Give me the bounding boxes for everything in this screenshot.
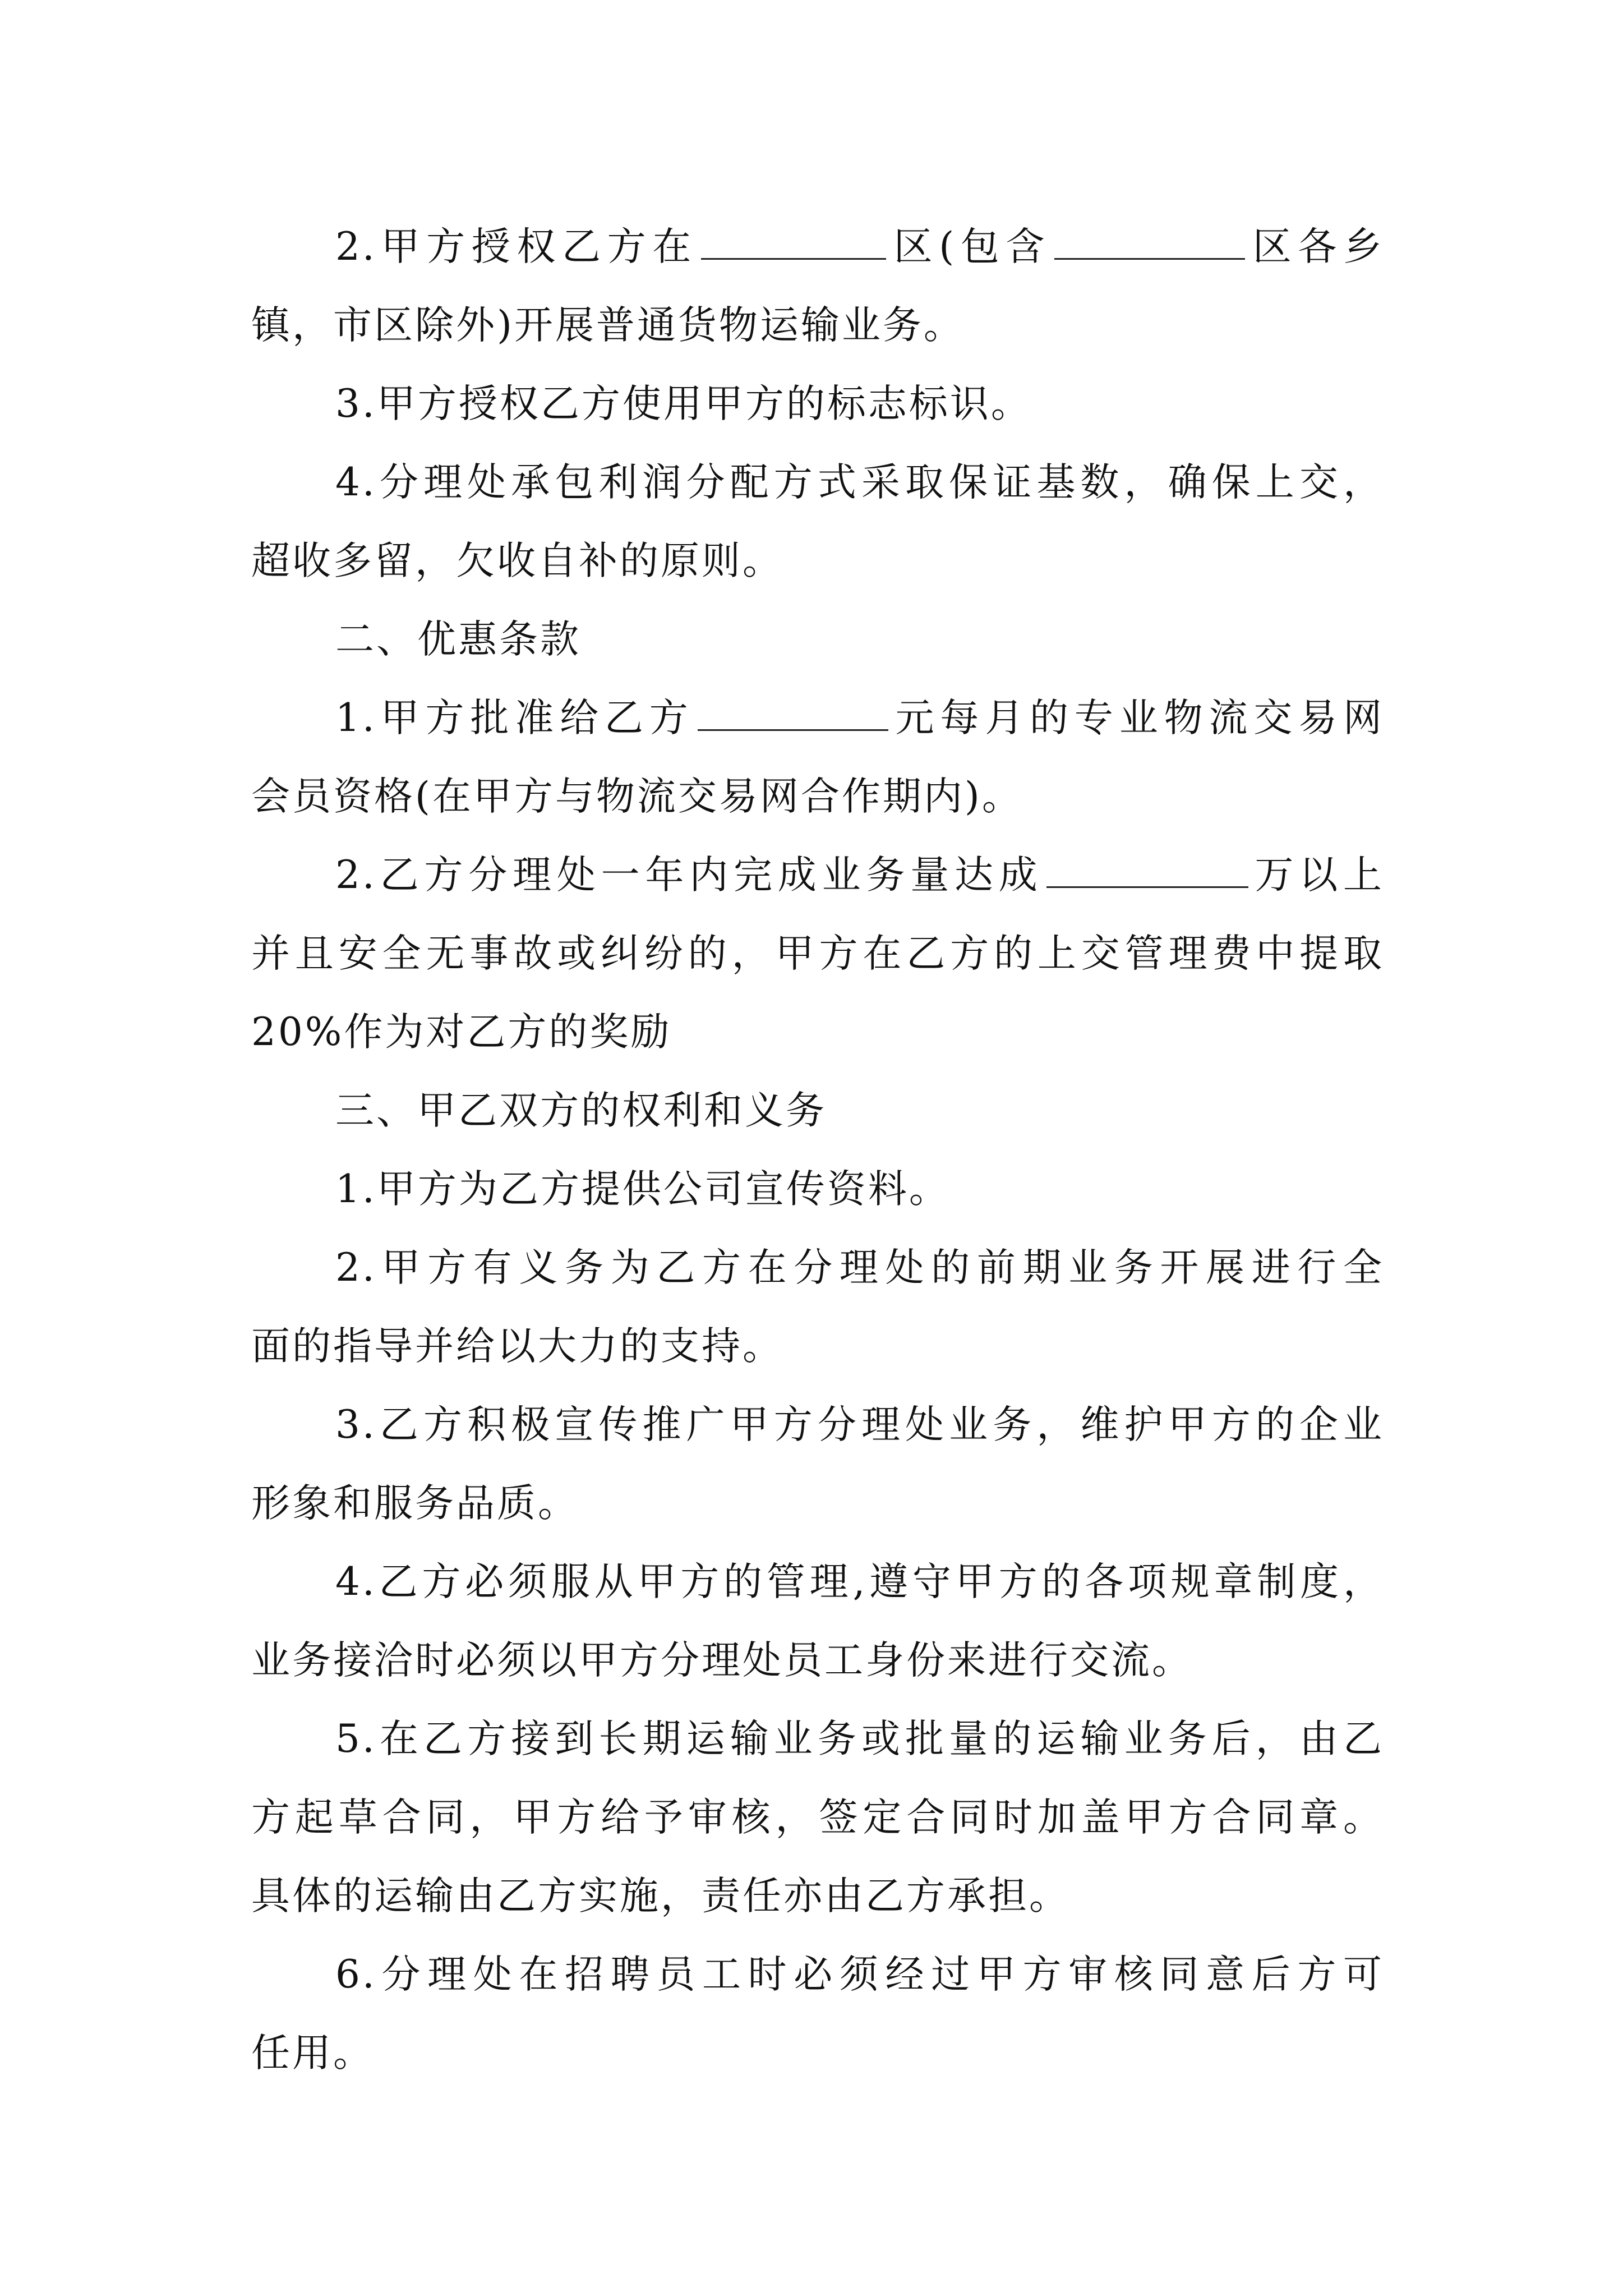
paragraph: [251, 1935, 1384, 2092]
text-line: 任用。: [251, 2031, 374, 2076]
fill-blank: [1046, 854, 1248, 888]
paragraph: [251, 1150, 1384, 1228]
text-segment: 区各乡: [1248, 224, 1384, 269]
text-line: 镇，市区除外)开展普通货物运输业务。: [251, 303, 965, 348]
text-line: [251, 679, 1384, 757]
text-line: 3.乙方积极宣传推广甲方分理处业务，维护甲方的企业: [335, 1402, 1384, 1447]
text-line: 5.在乙方接到长期运输业务或批量的运输业务后，由乙: [335, 1717, 1384, 1761]
paragraph: [251, 1228, 1384, 1386]
text-line: 会员资格(在甲方与物流交易网合作期内)。: [251, 774, 1023, 819]
text-line: 方起草合同，甲方给予审核，签定合同时加盖甲方合同章。: [251, 1795, 1384, 1840]
text-line: 4.分理处承包利润分配方式采取保证基数，确保上交，: [335, 460, 1384, 505]
text-line: 6.分理处在招聘员工时必须经过甲方审核同意后方可: [335, 1952, 1384, 1997]
section-heading: [251, 1071, 1384, 1150]
text-line: 三、甲乙双方的权利和义务: [335, 1088, 827, 1133]
paragraph: [251, 365, 1384, 443]
text-line: 业务接洽时必须以甲方分理处员工身份来进行交流。: [251, 1638, 1193, 1683]
text-line: 4.乙方必须服从甲方的管理,遵守甲方的各项规章制度，: [335, 1559, 1384, 1604]
paragraph: [251, 836, 1384, 1071]
text-line: 形象和服务品质。: [251, 1481, 579, 1526]
text-line: 并且安全无事故或纠纷的，甲方在乙方的上交管理费中提取: [251, 931, 1384, 976]
fill-blank: [1054, 226, 1245, 260]
fill-blank: [698, 697, 888, 731]
paragraph: [251, 208, 1384, 365]
text-segment: 1.甲方批准给乙方: [335, 696, 694, 740]
paragraph: [251, 1700, 1384, 1935]
text-line: 超收多留，欠收自补的原则。: [251, 539, 783, 583]
fill-blank: [701, 226, 886, 260]
text-line: 面的指导并给以大力的支持。: [251, 1324, 783, 1369]
text-segment: 2.甲方授权乙方在: [335, 224, 698, 269]
text-segment: 2.乙方分理处一年内完成业务量达成: [335, 853, 1043, 898]
document-body: [251, 208, 1384, 2092]
text-segment: 元每月的专业物流交易网: [891, 696, 1384, 740]
paragraph: [251, 1386, 1384, 1543]
paragraph: [251, 679, 1384, 836]
text-line: 20%作为对乙方的奖励: [251, 1010, 672, 1055]
text-line: [251, 836, 1384, 914]
text-segment: 区(包含: [889, 224, 1052, 269]
text-line: 具体的运输由乙方实施，责任亦由乙方承担。: [251, 1874, 1070, 1918]
paragraph: [251, 1543, 1384, 1700]
section-heading: [251, 600, 1384, 679]
text-line: [251, 208, 1384, 286]
paragraph: [251, 443, 1384, 600]
text-segment: 万以上: [1251, 853, 1385, 898]
text-line: 二、优惠条款: [335, 617, 581, 662]
text-line: 3.甲方授权乙方使用甲方的标志标识。: [335, 381, 1032, 426]
text-line: 2.甲方有义务为乙方在分理处的前期业务开展进行全: [335, 1245, 1384, 1290]
text-line: 1.甲方为乙方提供公司宣传资料。: [335, 1167, 950, 1212]
